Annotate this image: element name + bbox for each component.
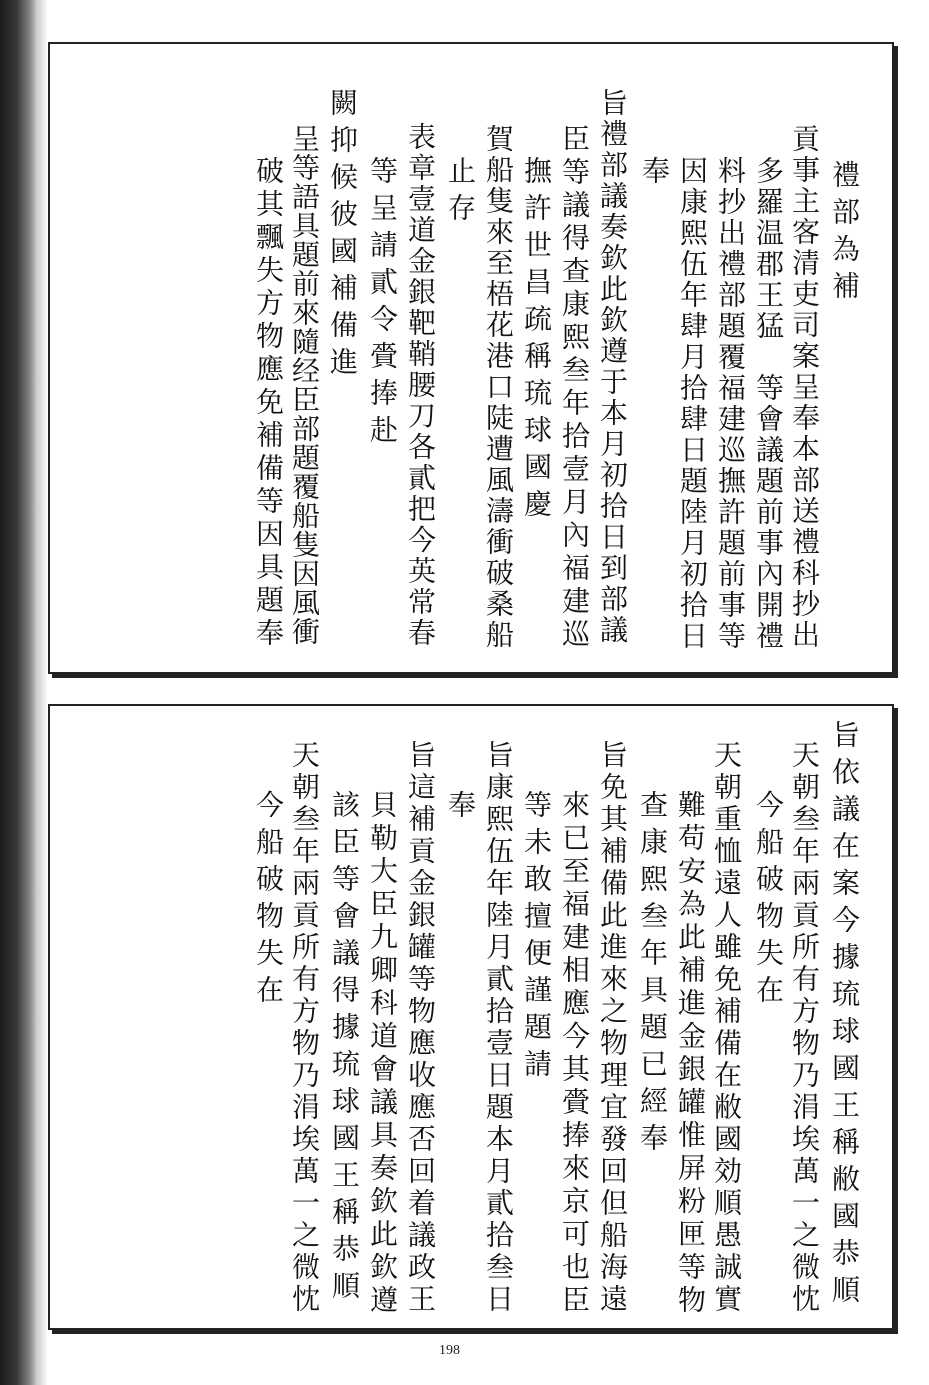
book-spine-shadow bbox=[0, 0, 38, 1385]
book-gutter bbox=[38, 0, 48, 1385]
text-column: 呈等語具題前來隨经臣部題覆船隻因風衝 bbox=[288, 124, 321, 646]
text-column: 臣等議得查康熙叁年拾壹月內福建巡 bbox=[558, 124, 591, 652]
text-column: 今船破物失在 bbox=[752, 790, 785, 1012]
top-columns bbox=[50, 44, 892, 672]
text-column: 旨這補貢金銀罐等物應收應否回着議政王 bbox=[404, 740, 437, 1316]
text-column: 禮部為補 bbox=[828, 160, 861, 308]
text-column: 旨依議在案今據琉球國王稱敝國恭順 bbox=[828, 720, 861, 1312]
text-column: 止存 bbox=[444, 156, 477, 230]
text-column: 旨免其補備此進來之物理宜發回但船海遠 bbox=[596, 740, 629, 1316]
text-column: 因康熙伍年肆月拾肆日題陸月初拾日 bbox=[676, 156, 709, 652]
top-text-panel bbox=[48, 42, 894, 674]
text-column: 天朝叁年兩貢所有方物乃涓埃萬一之微忱 bbox=[788, 740, 821, 1316]
text-column: 旨禮部議奏欽此欽遵于本月初拾日到部議 bbox=[596, 88, 629, 646]
text-column: 天朝重恤遠人雖免補備在敝國効順愚誠實 bbox=[710, 740, 743, 1316]
text-column: 奉 bbox=[638, 156, 671, 193]
text-column: 闕抑候彼國補備進 bbox=[326, 88, 359, 384]
text-column: 難苟安為此補進金銀罐惟屏粉匣等物 bbox=[674, 790, 707, 1318]
text-column: 料抄出禮部題覆福建巡撫許題前事等 bbox=[714, 156, 747, 652]
text-column: 破其飄失方物應免補備等因具題奉 bbox=[252, 156, 285, 651]
text-column: 今船破物失在 bbox=[252, 790, 285, 1012]
text-column: 奉 bbox=[444, 790, 477, 827]
text-column: 等未敢擅便謹題請 bbox=[520, 790, 553, 1086]
text-column: 表章壹道金銀靶鞘腰刀各貳把今英常春 bbox=[404, 122, 437, 649]
text-column: 貢事主客清吏司案呈奉本部送禮科抄出 bbox=[788, 124, 821, 651]
text-column: 撫許世昌疏稱琉球國慶 bbox=[520, 156, 553, 526]
page-number: 198 bbox=[439, 1343, 460, 1358]
text-column: 多羅温郡王猛 等會議題前事內開禮 bbox=[752, 156, 785, 652]
text-column: 天朝叁年兩貢所有方物乃涓埃萬一之微忱 bbox=[288, 740, 321, 1316]
text-column: 該臣等會議得據琉球國王稱恭順 bbox=[328, 790, 361, 1308]
text-column: 旨康熙伍年陸月貳拾壹日題本月貳拾叁日 bbox=[482, 740, 515, 1316]
text-column: 查康熙叁年具題已經奉 bbox=[636, 790, 669, 1160]
text-column: 來已至福建相應今其賫捧來京可也臣 bbox=[558, 790, 591, 1318]
bottom-columns bbox=[50, 706, 892, 1328]
text-column: 等呈請貳令賫捧赴 bbox=[366, 156, 399, 452]
text-column: 貝勒大臣九卿科道會議具奏欽此欽遵 bbox=[366, 790, 399, 1318]
bottom-text-panel bbox=[48, 704, 894, 1330]
text-column: 賀船隻來至梧花港口陡遭風濤衝破桑船 bbox=[482, 124, 515, 651]
